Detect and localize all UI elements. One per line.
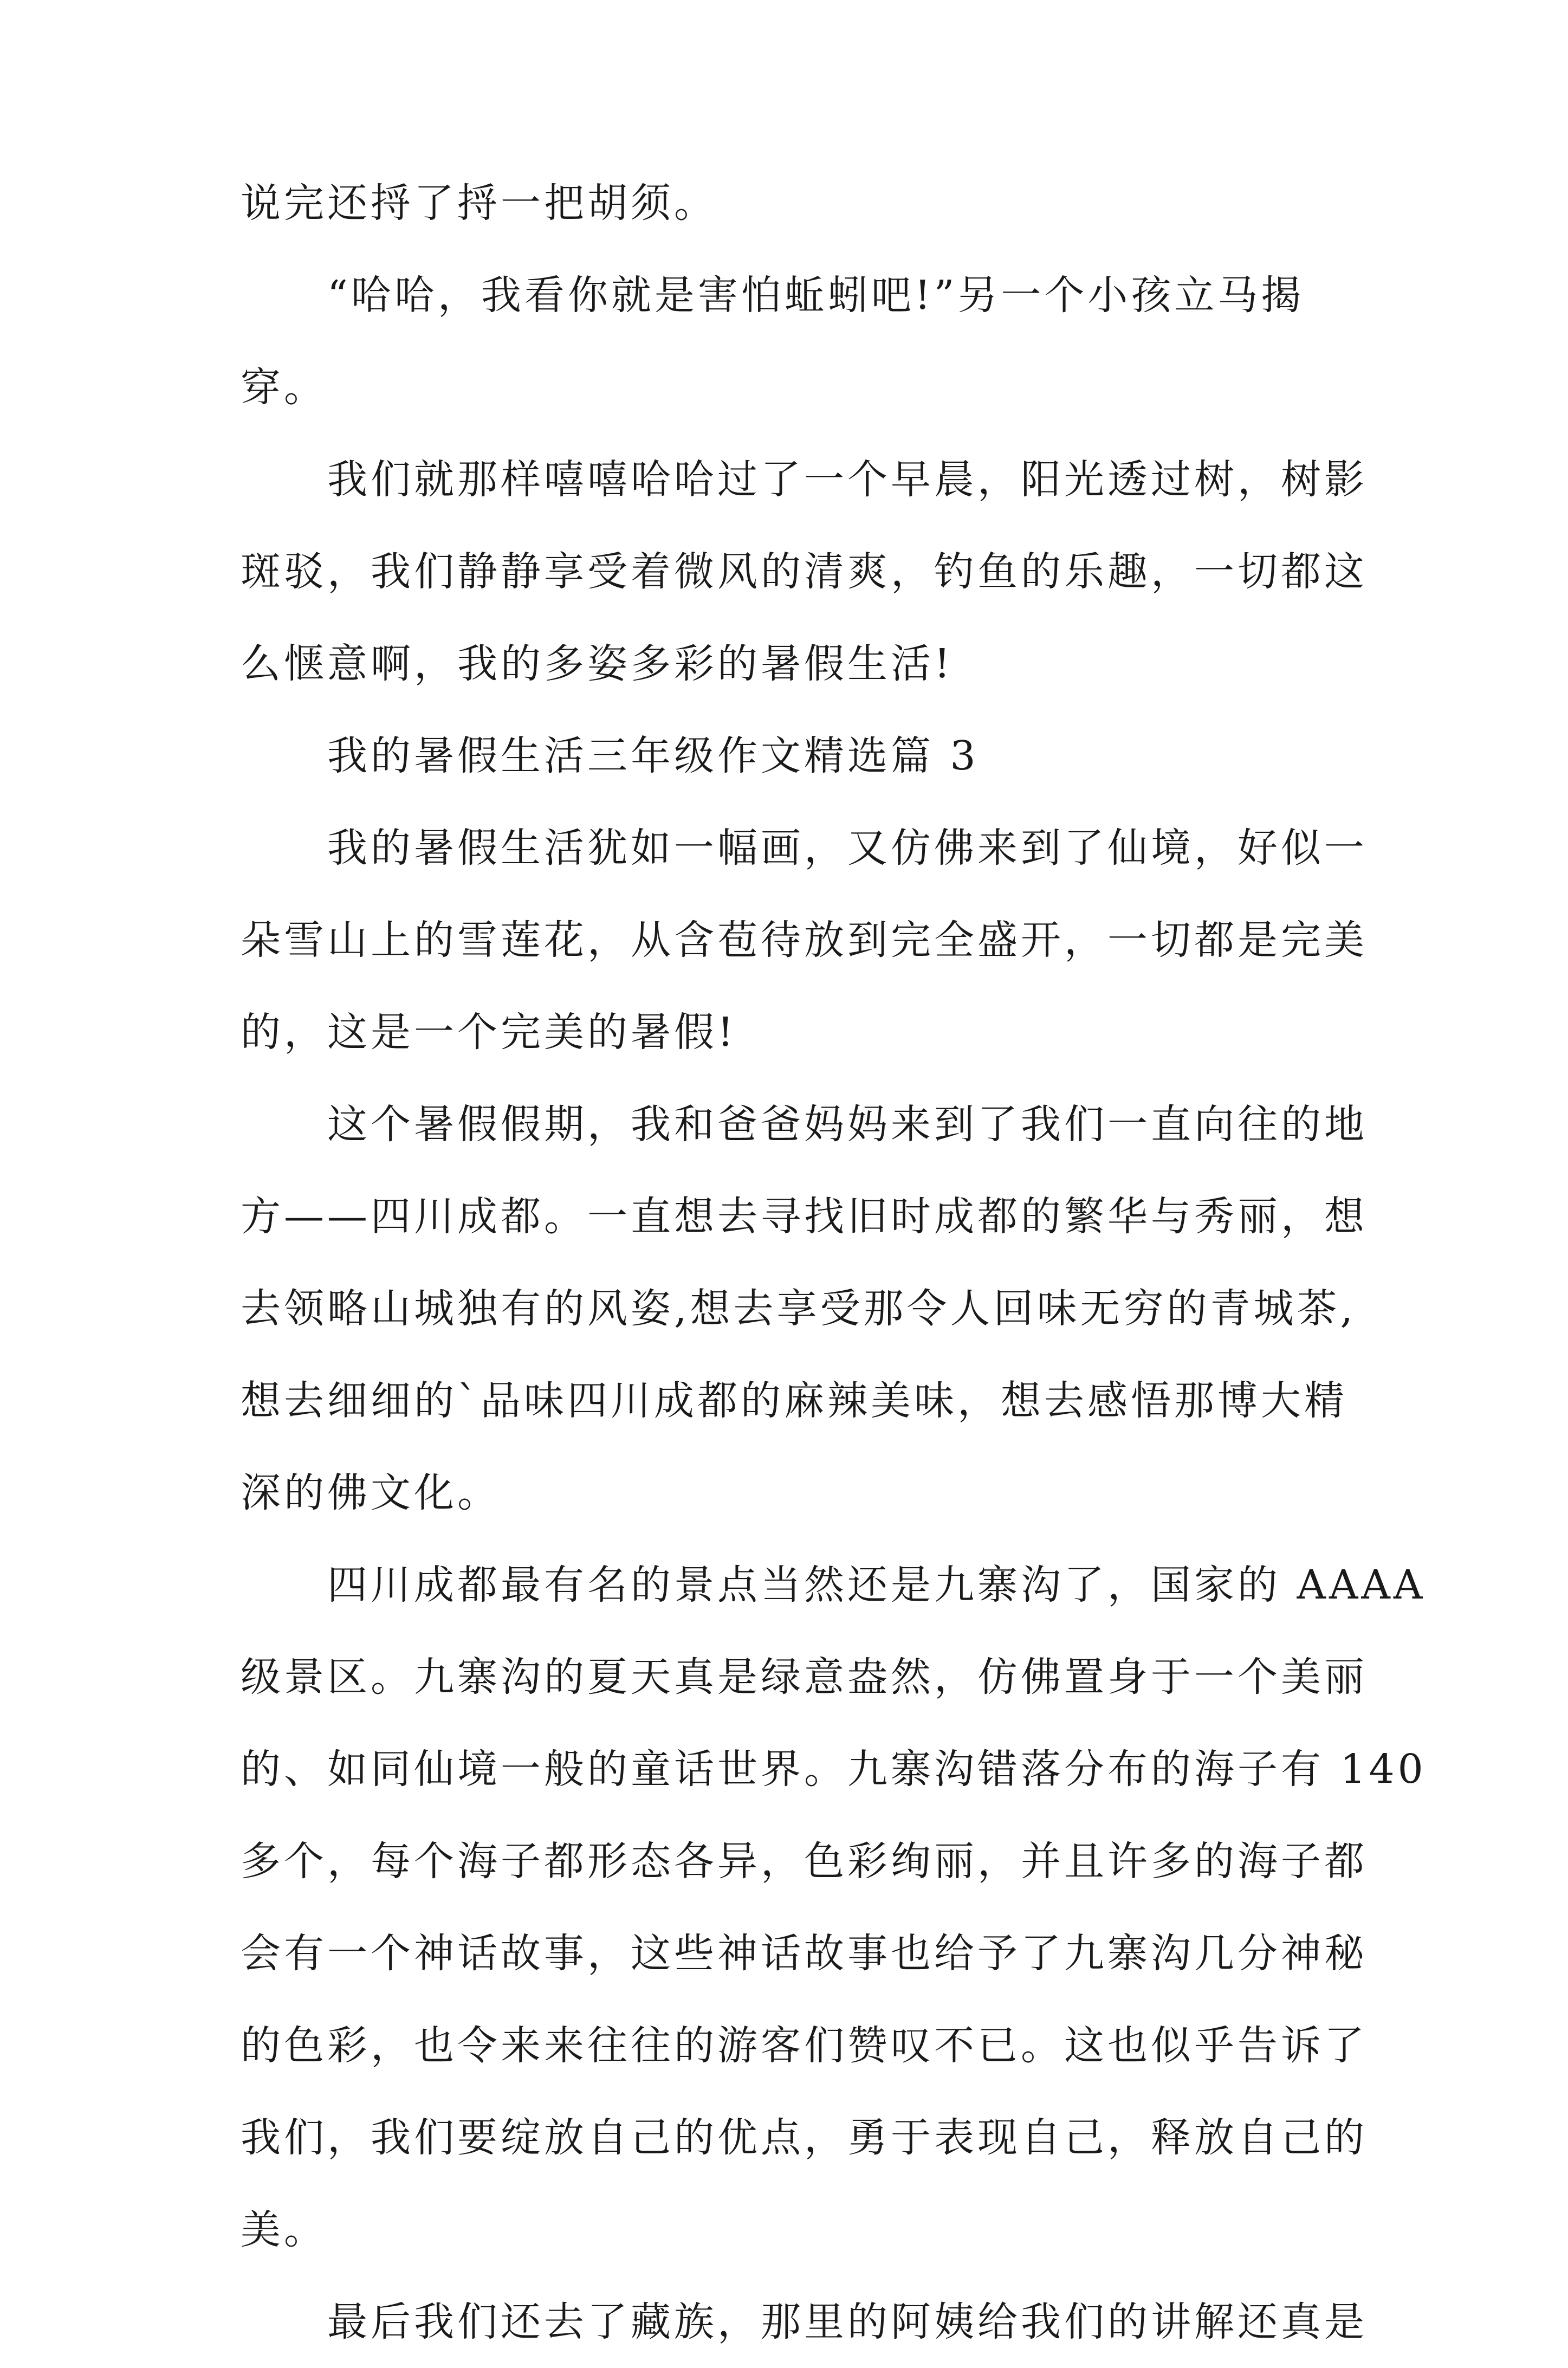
text-line: 多个，每个海子都形态各异，色彩绚丽，并且许多的海子都 — [241, 1838, 1368, 1885]
text-line: 么惬意啊，我的多姿多彩的暑假生活! — [241, 640, 954, 687]
text-line: 我的暑假生活犹如一幅画，又仿佛来到了仙境，好似一 — [327, 825, 1368, 871]
text-line: 的、如同仙境一般的童话世界。九寨沟错落分布的海子有 140 — [241, 1746, 1427, 1793]
text-line: 朵雪山上的雪莲花，从含苞待放到完全盛开，一切都是完美 — [241, 917, 1368, 963]
text-line: 方——四川成都。一直想去寻找旧时成都的繁华与秀丽，想 — [241, 1193, 1368, 1240]
text-line: 四川成都最有名的景点当然还是九寨沟了，国家的 AAAA — [327, 1562, 1426, 1608]
text-line: “哈哈，我看你就是害怕蚯蚓吧!”另一个小孩立马揭 — [327, 272, 1305, 319]
text-line: 我们，我们要绽放自己的优点，勇于表现自己，释放自己的 — [241, 2114, 1368, 2161]
text-line: 我们就那样嘻嘻哈哈过了一个早晨，阳光透过树，树影 — [327, 456, 1368, 503]
text-line: 深的佛文化。 — [241, 1470, 501, 1516]
text-line: 说完还捋了捋一把胡须。 — [241, 180, 717, 227]
text-line: 想去细细的`品味四川成都的麻辣美味，想去感悟那博大精 — [241, 1377, 1347, 1424]
text-line: 级景区。九寨沟的夏天真是绿意盎然，仿佛置身于一个美丽 — [241, 1654, 1368, 1700]
text-line: 会有一个神话故事，这些神话故事也给予了九寨沟几分神秘 — [241, 1930, 1368, 1977]
text-line: 穿。 — [241, 364, 327, 411]
text-line: 的，这是一个完美的暑假! — [241, 1009, 737, 1056]
text-line: 美。 — [241, 2207, 327, 2253]
text-line: 斑驳，我们静静享受着微风的清爽，钓鱼的乐趣，一切都这 — [241, 548, 1368, 595]
text-line: 最后我们还去了藏族，那里的阿姨给我们的讲解还真是 — [327, 2299, 1368, 2345]
text-block — [241, 157, 1427, 2368]
text-line: 这个暑假假期，我和爸爸妈妈来到了我们一直向往的地 — [327, 1101, 1368, 1148]
text-line: 去领略山城独有的风姿,想去享受那令人回味无穷的青城茶, — [241, 1285, 1357, 1332]
text-line: 的色彩，也令来来往往的游客们赞叹不已。这也似乎告诉了 — [241, 2022, 1368, 2069]
section-heading: 我的暑假生活三年级作文精选篇 3 — [327, 733, 979, 779]
